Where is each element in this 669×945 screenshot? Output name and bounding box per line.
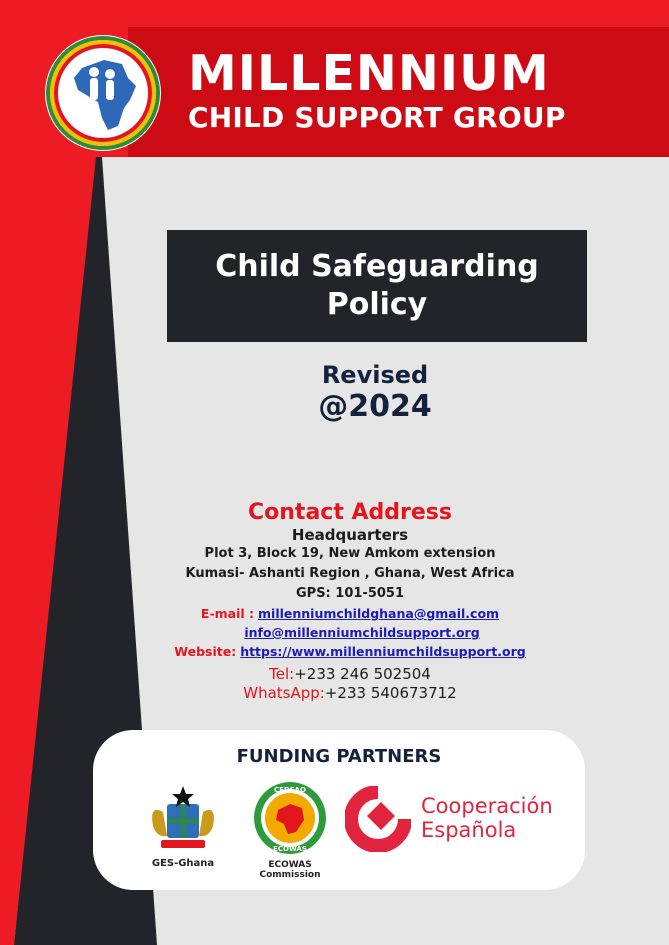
revised-label: Revised <box>321 361 429 389</box>
ghana-coat-of-arms-icon <box>143 782 223 854</box>
website-link[interactable]: https://www.millenniumchildsupport.org <box>240 644 526 659</box>
gps-line: GPS: 101-5051 <box>296 586 404 601</box>
cooperacion-line1: Cooperación <box>421 794 553 818</box>
org-name-line1: MILLENNIUM <box>188 45 550 102</box>
partner-caption-ecowas: ECOWAS Commission <box>259 860 321 880</box>
tel-row <box>150 665 550 684</box>
whatsapp-number: +233 540673712 <box>324 684 457 702</box>
funding-partners-title: FUNDING PARTNERS <box>236 746 442 767</box>
tel-number: +233 246 502504 <box>294 665 431 683</box>
funding-partners-card <box>93 730 585 890</box>
partner-caption-ges: GES-Ghana <box>151 858 215 869</box>
address-line2: Kumasi- Ashanti Region , Ghana, West Africa <box>185 566 515 581</box>
email-label: E-mail : <box>200 606 255 621</box>
headquarters-label: Headquarters <box>291 526 409 544</box>
website-label: Website: <box>174 644 237 659</box>
tel-label: Tel: <box>269 665 295 683</box>
ecowas-emblem-icon <box>250 780 330 856</box>
address-line1: Plot 3, Block 19, New Amkom extension <box>204 546 496 561</box>
email-link-1[interactable]: millenniumchildghana@gmail.com <box>258 606 500 621</box>
document-title-line1: Child Safeguarding <box>215 249 539 284</box>
org-name-line2: CHILD SUPPORT GROUP <box>188 101 566 134</box>
email-row <box>150 604 550 623</box>
partner-ges-ghana <box>143 782 223 869</box>
email-link-2[interactable]: info@millenniumchildsupport.org <box>244 625 480 640</box>
cooperacion-line2: Española <box>421 818 517 842</box>
partner-cooperacion-text <box>421 794 553 842</box>
cooperacion-espanola-logo-icon <box>345 786 411 852</box>
document-title-box <box>167 230 587 342</box>
website-row <box>150 642 550 661</box>
whatsapp-label: WhatsApp: <box>243 684 325 702</box>
ecowas-badge-top: CEDEAO <box>274 786 306 794</box>
contact-block <box>150 500 550 703</box>
africa-map-children-logo-icon <box>44 34 162 152</box>
document-title-line2: Policy <box>326 287 428 322</box>
whatsapp-row <box>150 684 550 703</box>
email-row-2 <box>150 623 550 642</box>
contact-title: Contact Address <box>248 500 452 525</box>
revised-year: @2024 <box>318 389 432 424</box>
partner-ecowas <box>237 780 343 880</box>
ecowas-badge-bottom: ECOWAS <box>273 845 307 853</box>
